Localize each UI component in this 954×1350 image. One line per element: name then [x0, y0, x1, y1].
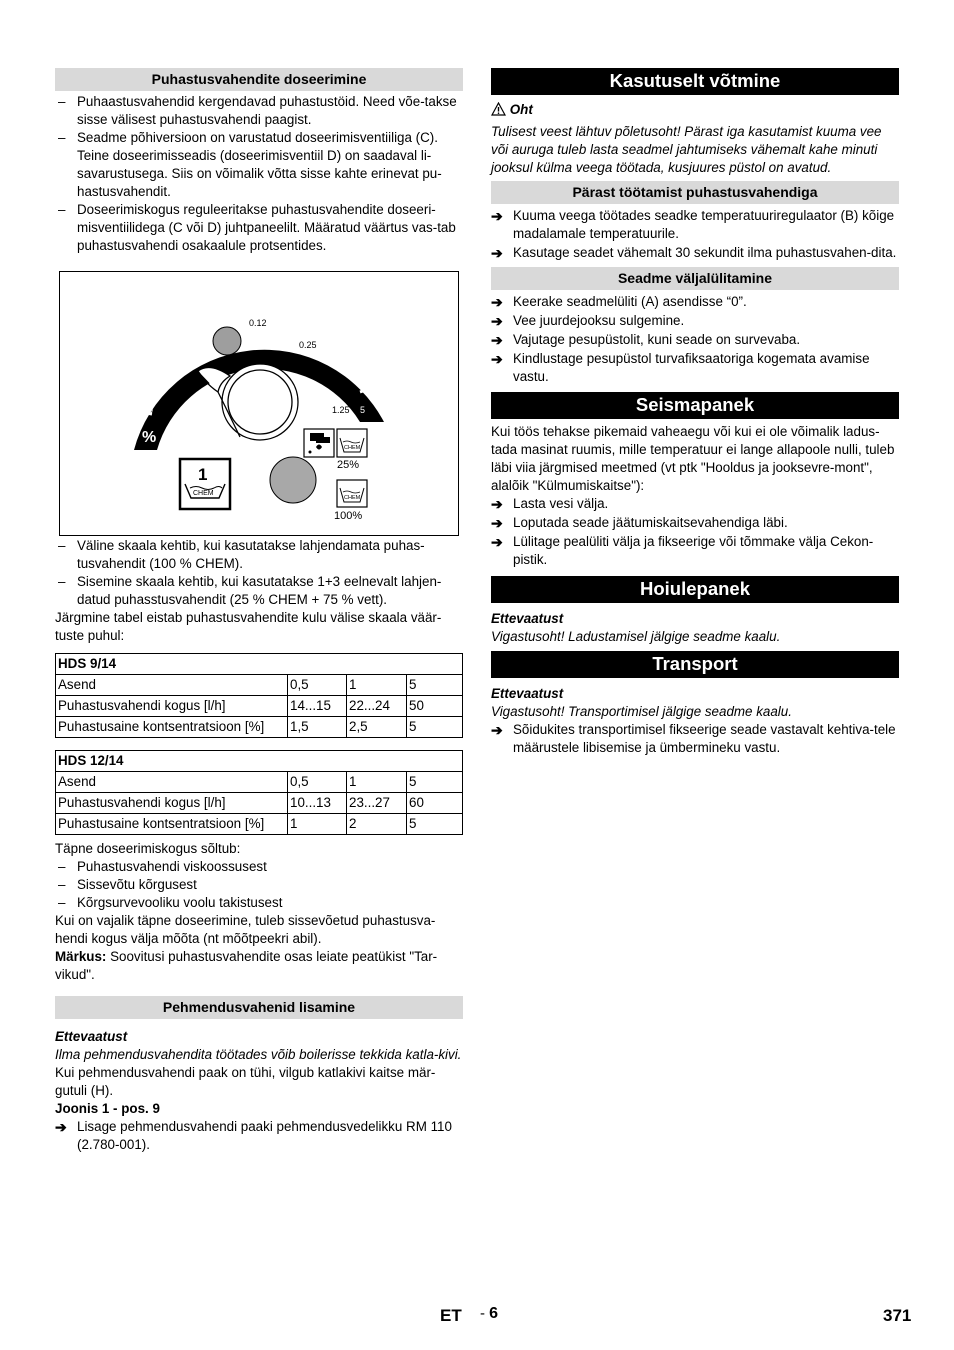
- table-title: HDS 9/14: [56, 654, 463, 675]
- table-hds-9-14: [55, 653, 463, 738]
- section-heading-switch-off: Seadme väljalülitamine: [491, 267, 899, 290]
- list-item: – Sissevõtu kõrgusest: [55, 876, 463, 894]
- list-item: ➔ Kuuma veega töötades seadke temperatuuriregulaator (B) kõige madalamale temperatuurile.: [491, 208, 895, 241]
- danger-heading: [491, 101, 899, 121]
- list-item: – Doseerimiskogus reguleeritakse puhastusvahendite doseeri-misventiilidega (C või D) juhtpaneelilt. Määratud väärtus vas-tab puhastusvahendi osakaalule protsentides.: [55, 201, 463, 255]
- list-item: ➔ Lülitage pealüliti välja ja fikseerige või tõmmake välja Cekon-pistik.: [491, 534, 874, 567]
- caution-text: Ilma pehmendusvahendita töötades võib boilerisse tekkida katla-kivi.: [55, 1047, 462, 1062]
- svg-text:CHEM: CHEM: [344, 445, 361, 451]
- table-row: Puhastusvahendi kogus [l/h] 14...15 22...24 50: [56, 696, 463, 717]
- section-heading-softener: Pehmendusvahenid lisamine: [55, 996, 463, 1019]
- transport-caution-label: Ettevaatust: [491, 686, 564, 701]
- list-item: ➔ Vee juurdejooksu sulgemine.: [491, 313, 685, 329]
- water-tap-icon: [304, 429, 334, 457]
- arrow-right-icon: ➔: [491, 208, 503, 224]
- section-heading-dosing: Puhastusvahendite doseerimine: [55, 68, 463, 91]
- list-item: ➔ Kindlustage pesupüstol turvafiksaatoriga kogemata avamise vastu.: [491, 351, 870, 384]
- dosing-dial-illustration: [60, 272, 460, 537]
- switch-off-list: [491, 293, 899, 386]
- scale-outer-05: 0.5: [252, 302, 265, 312]
- list-item: ➔ Lasta vesi välja.: [491, 496, 609, 512]
- caution-label: Ettevaatust: [55, 1029, 128, 1044]
- scale-outer-5: 5: [360, 405, 366, 415]
- arrow-right-icon: ➔: [55, 1119, 67, 1135]
- list-item: ➔ Lisage pehmendusvahendi paaki pehmendusvedelikku RM 110 (2.780-001).: [55, 1119, 452, 1152]
- scale-inner-012: 0.12: [249, 318, 267, 328]
- arrow-right-icon: ➔: [491, 245, 503, 261]
- depends-intro: Täpne doseerimiskogus sõltub:: [55, 841, 241, 856]
- footer-local-page: - 6: [480, 1305, 499, 1322]
- section-heading-storage: Hoiulepanek: [491, 576, 899, 603]
- list-item: ➔ Loputada seade jäätumiskaitsevahendiga läbi.: [491, 515, 788, 531]
- measure-text: Kui on vajalik täpne doseerimine, tuleb sissevõetud puhastusva-hendi kogus välja mõõta (nt mõõtpeekri abil).: [55, 913, 436, 946]
- scale-inner-125: 1.25: [332, 405, 350, 415]
- left-column: [55, 68, 463, 1155]
- arrow-right-icon: ➔: [491, 496, 503, 512]
- list-item: – Puhaastusvahendid kergendavad puhastustöid. Need võe-takse sisse välisest puhastusvahendi paagist.: [55, 93, 463, 129]
- scale-inner-025: 0.25: [299, 340, 317, 350]
- right-column: [491, 68, 899, 758]
- arrow-right-icon: ➔: [491, 515, 503, 531]
- arrow-right-icon: ➔: [491, 332, 503, 348]
- chem-1-icon: [180, 459, 230, 509]
- note-text: Soovitusi puhastusvahendite osas leiate peatükist "Tar-vikud".: [55, 949, 438, 982]
- table-row: Puhastusaine kontsentratsioon [%] 1 2 5: [56, 814, 463, 835]
- shutdown-list: [491, 495, 899, 569]
- after-detergent-list: [491, 207, 899, 262]
- label-25-percent: 25%: [337, 459, 360, 471]
- list-item: – Seadme põhiversioon on varustatud doseerimisventiiliga (C). Teine doseerimisseadis (doseerimisventiil D) on saadaval li-savarustusega. Siis on võimalik võtta sisse kahte erinevat pu-hastusvahendit.: [55, 129, 463, 201]
- arrow-right-icon: ➔: [491, 722, 503, 738]
- table-row: Asend 0,5 1 5: [56, 675, 463, 696]
- shutdown-text: Kui töös tehakse pikemaid vaheaegu või kui ei ole võimalik ladus-tada masinat ruumis, mille temperatuur ei lange allapoole nulli, tuleb läbi viia järgmised meetmed (vt ptk "Hooldus ja jooksevre-mont", alalõik "Külmumiskaitse"):: [491, 424, 895, 493]
- icon-number: 1: [198, 465, 208, 484]
- list-item: ➔ Keerake seadmelüliti (A) asendisse “0”.: [491, 294, 747, 310]
- section-heading-shutdown: Seismapanek: [491, 392, 899, 419]
- list-item: – Väline skaala kehtib, kui kasutatakse lahjendamata puhas-tusvahendit (100 % CHEM).: [55, 537, 463, 573]
- table-row: Puhastusaine kontsentratsioon [%] 1,5 2,5 5: [56, 717, 463, 738]
- percent-sign: %: [142, 429, 157, 446]
- section-heading-commissioning: Kasutuselt võtmine: [491, 68, 899, 95]
- scale-list: [55, 537, 463, 609]
- warning-triangle-icon: [491, 102, 506, 121]
- danger-label: Oht: [509, 102, 533, 117]
- table-intro: Järgmine tabel eistab puhastusvahendite kulu välise skaala väär-tuste puhul:: [55, 610, 442, 643]
- figure-ref: Joonis 1 - pos. 9: [55, 1101, 160, 1116]
- grey-button: [270, 457, 316, 503]
- footer-page-number: 371: [883, 1306, 912, 1325]
- scale-outer-1: 1: [324, 325, 330, 335]
- storage-caution-label: Ettevaatust: [491, 611, 564, 626]
- arrow-right-icon: ➔: [491, 294, 503, 310]
- table-row: Asend 0,5 1 5: [56, 772, 463, 793]
- table-row: Puhastusvahendi kogus [l/h] 10...13 23...27 60: [56, 793, 463, 814]
- list-item: ➔ Sõidukites transportimisel fikseerige seade vastavalt kehtiva-tele määrustele libisemise ja ümbermineku vastu.: [491, 722, 896, 755]
- dosing-dial-figure: [59, 271, 459, 536]
- list-item: – Kõrgsurvevooliku voolu takistusest: [55, 894, 463, 912]
- arrow-right-icon: ➔: [491, 351, 503, 367]
- depends-list: [55, 858, 463, 912]
- softener-text: Kui pehmendusvahendi paak on tühi, vilgub katlakivi kaitse mär-gutuli (H).: [55, 1065, 436, 1098]
- danger-text: Tulisest veest lähtuv põletusoht! Pärast iga kasutamist kuuma vee või auruga tuleb lasta seadmel jahtumiseks vähemalt kahe minuti jooksul külma veega töötada, kusjuures püstol on avatud.: [491, 124, 882, 175]
- transport-list: [491, 721, 899, 757]
- list-item: – Puhastusvahendi viskoossusest: [55, 858, 463, 876]
- list-item: – Sisemine skaala kehtib, kui kasutatakse 1+3 eelnevalt lahjen-datud puhasstusvahendit (25 % CHEM + 75 % vett).: [55, 573, 463, 609]
- chem-100-icon: [337, 480, 367, 507]
- list-item: ➔ Vajutage pesupüstolit, kuni seade on survevaba.: [491, 332, 801, 348]
- chem-25-icon: [337, 429, 367, 457]
- note-paragraph: [55, 948, 463, 984]
- dosing-list: [55, 93, 463, 255]
- scale-outer-0: 0: [148, 405, 154, 415]
- arrow-right-icon: ➔: [491, 313, 503, 329]
- table-hds-12-14: [55, 750, 463, 835]
- list-item: ➔ Kasutage seadet vähemalt 30 sekundit ilma puhastusvahen-dita.: [491, 245, 897, 261]
- transport-caution-text: Vigastusoht! Transportimisel jälgige seadme kaalu.: [491, 704, 792, 719]
- svg-text:CHEM: CHEM: [344, 495, 361, 501]
- table-title: HDS 12/14: [56, 751, 463, 772]
- storage-caution-text: Vigastusoht! Ladustamisel jälgige seadme kaalu.: [491, 629, 781, 644]
- indicator-light: [213, 327, 241, 355]
- section-heading-after-detergent: Pärast töötamist puhastusvahendiga: [491, 181, 899, 204]
- icon-chem-label: CHEM: [193, 490, 214, 497]
- label-100-percent: 100%: [334, 510, 363, 522]
- footer-language: ET: [440, 1306, 462, 1325]
- section-heading-transport: Transport: [491, 651, 899, 678]
- arrow-right-icon: ➔: [491, 534, 503, 550]
- note-label: Märkus:: [55, 949, 107, 964]
